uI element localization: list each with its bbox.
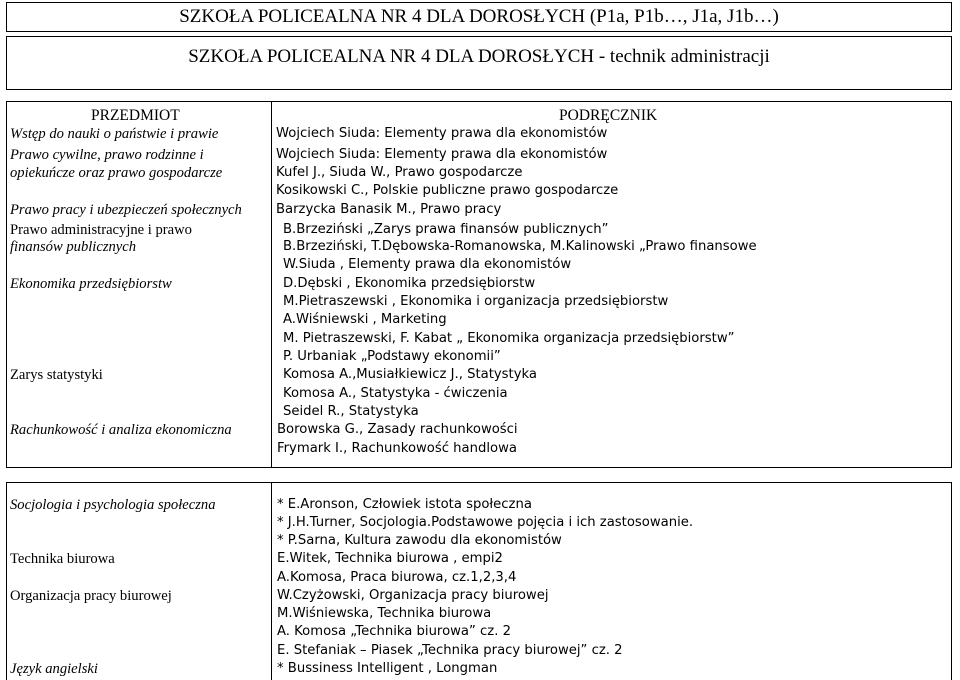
book-cell: P. Urbaniak „Podstawy ekonomii” xyxy=(283,349,501,364)
book-cell: W.Siuda , Elementy prawa dla ekonomistów xyxy=(283,257,572,272)
book-cell: M.Pietraszewski , Ekonomika i organizacja przedsiębiorstw xyxy=(283,294,669,309)
book-cell: Wojciech Siuda: Elementy prawa dla ekonomistów xyxy=(276,126,608,141)
book-cell: Komosa A.,Musiałkiewicz J., Statystyka xyxy=(283,367,538,382)
subject-cell: opiekuńcze oraz prawo gospodarcze xyxy=(10,165,223,181)
textbook-table xyxy=(6,101,952,468)
book-cell: Komosa A., Statystyka - ćwiczenia xyxy=(283,386,508,401)
lower-textbook-table xyxy=(6,482,952,680)
book-cell: W.Czyżowski, Organizacja pracy biurowej xyxy=(277,588,549,603)
subject-cell: Prawo pracy i ubezpieczeń społecznych xyxy=(10,202,242,218)
book-cell: B.Brzeziński, T.Dębowska-Romanowska, M.Kalinowski „Prawo finansowe xyxy=(283,239,757,254)
book-cell: * J.H.Turner, Socjologia.Podstawowe pojęcia i ich zastosowanie. xyxy=(277,515,694,530)
school-title: SZKOŁA POLICEALNA NR 4 DLA DOROSŁYCH (P1a, P1b…, J1a, J1b…) xyxy=(179,6,779,27)
program-title: SZKOŁA POLICEALNA NR 4 DLA DOROSŁYCH - technik administracji xyxy=(188,46,770,67)
header-box-2 xyxy=(6,36,952,90)
header-box-1 xyxy=(6,2,952,32)
book-cell: Barzycka Banasik M., Prawo pracy xyxy=(276,202,502,217)
subject-cell: Rachunkowość i analiza ekonomiczna xyxy=(10,422,232,438)
book-cell: Kosikowski C., Polskie publiczne prawo gospodarcze xyxy=(276,183,619,198)
book-cell: B.Brzeziński „Zarys prawa finansów publicznych” xyxy=(283,222,609,237)
book-cell: D.Dębski , Ekonomika przedsiębiorstw xyxy=(283,276,536,291)
subject-cell: Zarys statystyki xyxy=(10,367,103,383)
book-cell: Borowska G., Zasady rachunkowości xyxy=(277,422,518,437)
book-cell: Frymark I., Rachunkowość handlowa xyxy=(277,441,517,456)
book-cell: * E.Aronson, Człowiek istota społeczna xyxy=(277,497,532,512)
book-cell: E. Stefaniak – Piasek „Technika pracy biurowej” cz. 2 xyxy=(277,643,623,658)
book-cell: * P.Sarna, Kultura zawodu dla ekonomistów xyxy=(277,533,562,548)
subject-cell: Prawo cywilne, prawo rodzinne i xyxy=(10,147,204,163)
column-divider xyxy=(271,483,272,680)
subject-cell: Socjologia i psychologia społeczna xyxy=(10,497,216,513)
subject-cell: Technika biurowa xyxy=(10,551,115,567)
subject-cell: finansów publicznych xyxy=(10,239,137,255)
book-cell: A.Wiśniewski , Marketing xyxy=(283,312,447,327)
book-cell: Wojciech Siuda: Elementy prawa dla ekonomistów xyxy=(276,147,608,162)
book-cell: A. Komosa „Technika biurowa” cz. 2 xyxy=(277,624,511,639)
book-cell: A.Komosa, Praca biurowa, cz.1,2,3,4 xyxy=(277,570,517,585)
book-cell: M.Wiśniewska, Technika biurowa xyxy=(277,606,492,621)
book-cell: * Bussiness Intelligent , Longman xyxy=(277,661,498,676)
column-header-subject: PRZEDMIOT xyxy=(91,107,180,124)
column-divider xyxy=(271,102,272,467)
subject-cell: Organizacja pracy biurowej xyxy=(10,588,172,604)
book-cell: M. Pietraszewski, F. Kabat „ Ekonomika organizacja przedsiębiorstw” xyxy=(283,331,735,346)
subject-cell: Język angielski xyxy=(10,661,98,677)
subject-cell: Ekonomika przedsiębiorstw xyxy=(10,276,172,292)
book-cell: Seidel R., Statystyka xyxy=(283,404,419,419)
subject-cell: Wstęp do nauki o państwie i prawie xyxy=(10,126,219,142)
subject-cell: Prawo administracyjne i prawo xyxy=(10,222,192,238)
book-cell: Kufel J., Siuda W., Prawo gospodarcze xyxy=(276,165,523,180)
column-header-book: PODRĘCZNIK xyxy=(559,107,658,124)
book-cell: E.Witek, Technika biurowa , empi2 xyxy=(277,551,503,566)
